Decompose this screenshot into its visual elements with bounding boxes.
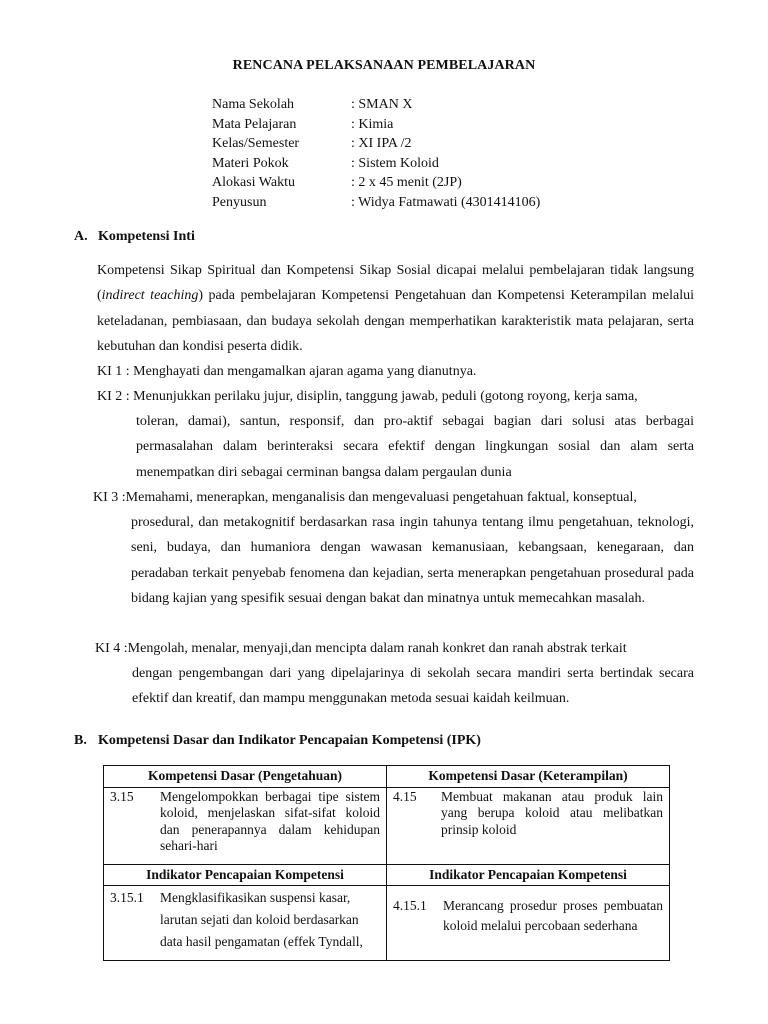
ipk-text: Mengklasifikasikan suspensi kasar, larutan sejati dan koloid berdasarkan data hasil pengamatan (effek Tyndall,	[160, 890, 363, 949]
table-header: Indikator Pencapaian Kompetensi	[104, 864, 387, 886]
ki-4-first-line: KI 4 :Mengolah, menalar, menyaji,dan mencipta dalam ranah konkret dan ranah abstrak terkait	[95, 641, 627, 656]
section-letter: B.	[74, 733, 87, 748]
table-cell	[104, 787, 387, 864]
identity-block	[212, 95, 540, 212]
section-title: Kompetensi Inti	[98, 229, 195, 244]
kd-text: Mengelompokkan berbagai tipe sistem koloid, menjelaskan sifat-sifat koloid dan penerapannya dalam kehidupan sehari-hari	[160, 788, 380, 853]
ipk-number: 3.15.1	[110, 890, 144, 905]
identity-value: : SMAN X	[351, 97, 413, 112]
ki-4-body: dengan pengembangan dari yang dipelajarinya di sekolah secara mandiri serta bertindak secara efektif dan kreatif, dan mampu menggunakan metoda sesuai kaidah keilmuan.	[132, 666, 694, 707]
identity-row	[212, 173, 540, 193]
intro-italic: indirect teaching	[101, 288, 199, 304]
identity-label: Alokasi Waktu	[212, 175, 295, 190]
ki-3-body: prosedural, dan metakognitif berdasarkan rasa ingin tahunya tentang ilmu pengetahuan, teknologi, seni, budaya, dan humaniora dengan wawasan kemanusiaan, kebangsaan, kenegaraan, dan peradaban terkait penyebab fenomena dan kejadian, serta menerapkan pengetahuan prosedural pada bidang kajian yang spesifik sesuai dengan bakat dan minatnya untuk memecahkan masalah.	[131, 515, 694, 606]
table-row	[104, 766, 670, 788]
kd-number: 3.15	[110, 788, 134, 804]
section-b-heading	[74, 733, 481, 749]
identity-label: Mata Pelajaran	[212, 116, 297, 132]
identity-row	[212, 115, 540, 135]
document-title: RENCANA PELAKSANAAN PEMBELAJARAN	[232, 58, 536, 73]
identity-row	[212, 134, 540, 154]
table-row	[104, 787, 670, 864]
identity-value: : Sistem Koloid	[351, 155, 439, 171]
identity-value: : Kimia	[351, 116, 394, 132]
identity-value: : Widya Fatmawati (4301414106)	[351, 194, 541, 210]
identity-label: Penyusun	[212, 194, 267, 210]
intro-text-2: ) pada pembelajaran Kompetensi Pengetahuan dan Kompetensi Keterampilan melalui keteladanan, pembiasaan, dan budaya sekolah dengan memperhatikan karakteristik mata pelajaran, serta kebutuhan dan kondisi peserta didik.	[97, 288, 694, 354]
identity-value: : 2 x 45 menit (2JP)	[351, 175, 462, 190]
ki-2-first-line: KI 2 : Menunjukkan perilaku jujur, disiplin, tanggung jawab, peduli (gotong royong, kerja sama,	[97, 389, 638, 404]
section-letter: A.	[74, 229, 88, 244]
intro-paragraph	[97, 258, 694, 359]
ki-3-first-line: KI 3 :Memahami, menerapkan, menganalisis dan mengevaluasi pengetahuan faktual, konseptual,	[93, 490, 637, 505]
table-cell	[104, 886, 387, 961]
ki-1: KI 1 : Menghayati dan mengamalkan ajaran agama yang dianutnya.	[97, 364, 477, 379]
identity-row	[212, 193, 540, 213]
ipk-number: 4.15.1	[393, 898, 427, 913]
identity-value: : XI IPA /2	[351, 136, 412, 151]
table-header: Indikator Pencapaian Kompetensi	[387, 864, 670, 886]
table-row	[104, 864, 670, 886]
ki-2-body: toleran, damai), santun, responsif, dan pro-aktif sebagai bagian dari solusi atas berbagai permasalahan dalam berinteraksi secara efektif dengan lingkungan sosial dan alam serta menempatkan diri sebagai cerminan bangsa dalam pergaulan dunia	[136, 414, 694, 480]
ipk-text: Merancang prosedur proses pembuatan koloid melalui percobaan sederhana	[443, 898, 663, 933]
identity-row	[212, 95, 540, 115]
kd-text: Membuat makanan atau produk lain yang berupa koloid atau melibatkan prinsip koloid	[441, 788, 663, 837]
identity-label: Materi Pokok	[212, 155, 289, 171]
identity-label: Kelas/Semester	[212, 136, 300, 151]
table-header: Kompetensi Dasar (Keterampilan)	[387, 766, 670, 788]
table-cell	[387, 787, 670, 864]
section-a-heading	[74, 229, 195, 245]
kd-number: 4.15	[393, 788, 417, 804]
table-cell	[387, 886, 670, 961]
competency-table	[103, 765, 670, 961]
identity-row	[212, 154, 540, 174]
table-row	[104, 886, 670, 961]
table-header: Kompetensi Dasar (Pengetahuan)	[104, 766, 387, 788]
identity-label: Nama Sekolah	[212, 97, 295, 112]
intro-text: Kompetensi Sikap Spiritual dan Kompetensi Sikap Sosial dicapai melalui pembelajaran tidak langsung (	[97, 263, 694, 304]
section-title: Kompetensi Dasar dan Indikator Pencapaian Kompetensi (IPK)	[98, 733, 481, 748]
